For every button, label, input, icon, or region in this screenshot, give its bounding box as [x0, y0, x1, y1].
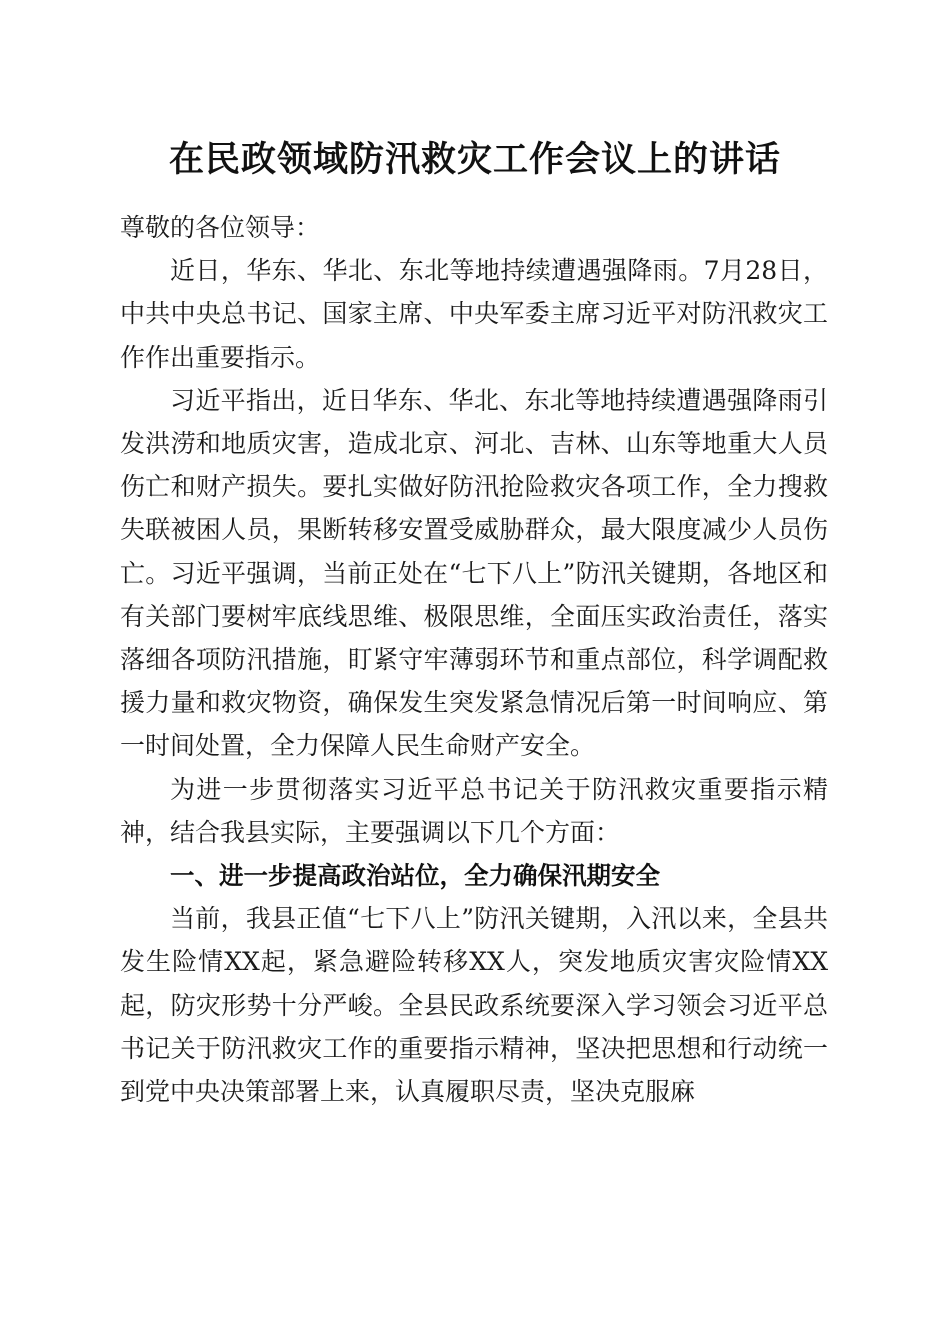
document-body	[120, 206, 828, 1113]
paragraph-purpose: 为进一步贯彻落实习近平总书记关于防汛救灾重要指示精神，结合我县实际，主要强调以下几个方面：	[120, 774, 828, 847]
paragraph-intro: 近日，华东、华北、东北等地持续遭遇强降雨。7月28日，中共中央总书记、国家主席、中央军委主席习近平对防汛救灾工作作出重要指示。	[120, 256, 828, 372]
section-heading-1: 一、进一步提高政治站位，全力确保汛期安全	[170, 861, 660, 891]
paragraph-section-1: 当前，我县正值“七下八上”防汛关键期，入汛以来，全县共发生险情XX起，紧急避险转移XX人，突发地质灾害灾险情XX起，防灾形势十分严峻。全县民政系统要深入学习领会习近平总书记关于防汛救灾工作的重要指示精神，坚决把思想和行动统一到党中央决策部署上来，认真履职尽责，坚决克服麻	[120, 904, 828, 1107]
document-title: 在民政领域防汛救灾工作会议上的讲话	[168, 139, 781, 180]
salutation: 尊敬的各位领导：	[120, 213, 321, 242]
paragraph-instructions: 习近平指出，近日华东、华北、东北等地持续遭遇强降雨引发洪涝和地质灾害，造成北京、河北、吉林、山东等地重大人员伤亡和财产损失。要扎实做好防汛抢险救灾各项工作，全力搜救失联被困人员，果断转移安置受威胁群众，最大限度减少人员伤亡。习近平强调，当前正处在“七下八上”防汛关键期，各地区和有关部门要树牢底线思维、极限思维，全面压实政治责任，落实落细各项防汛措施，盯紧守牢薄弱环节和重点部位，科学调配救援力量和救灾物资，确保发生突发紧急情况后第一时间响应、第一时间处置，全力保障人民生命财产安全。	[120, 385, 828, 761]
